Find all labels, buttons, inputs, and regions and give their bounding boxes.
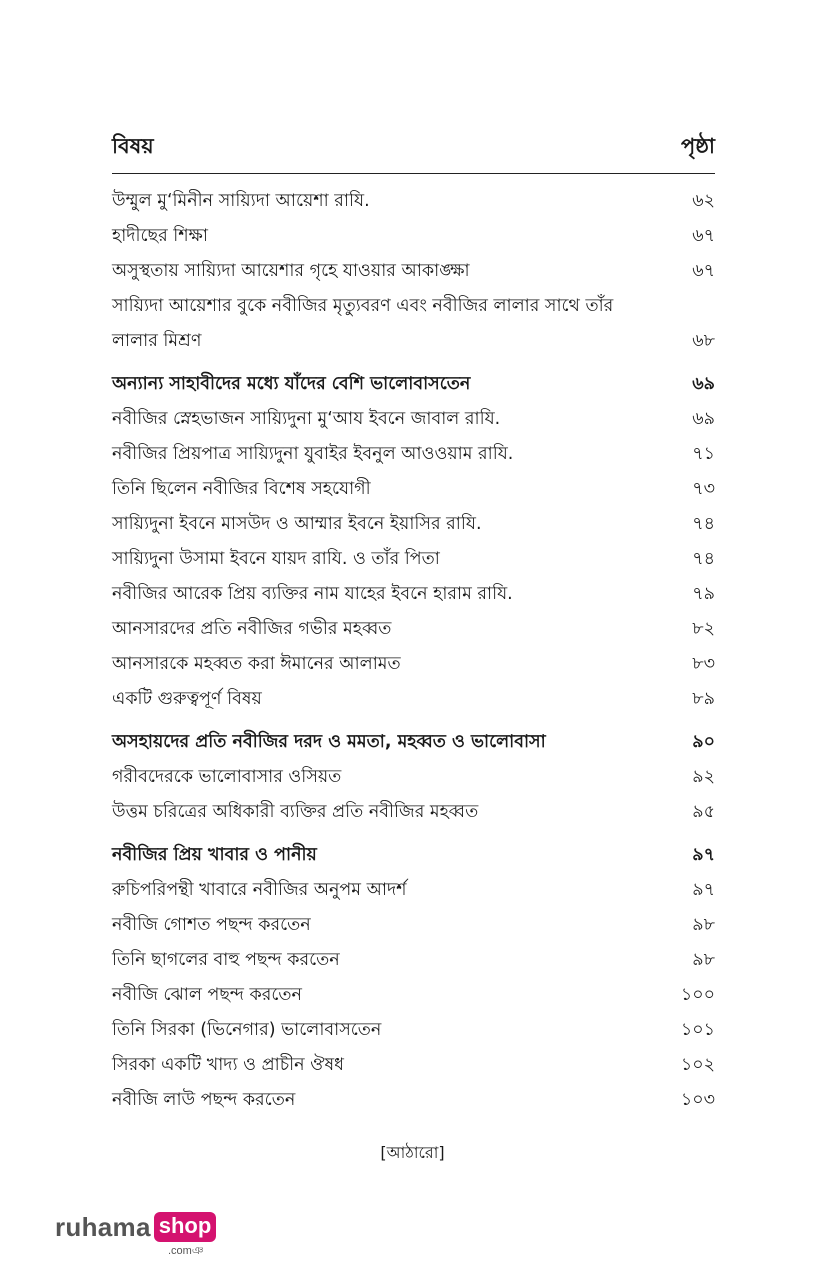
toc-entry-title: নবীজির স্নেহভাজন সায়্যিদুনা মু‘আয ইবনে জাবাল রাযি.	[112, 409, 501, 429]
toc-entry-title: নবীজি গোশত পছন্দ করতেন	[112, 915, 311, 935]
toc-entry-page: ৬৭	[692, 226, 715, 246]
toc-entry-title: অন্যান্য সাহাবীদের মধ্যে যাঁদের বেশি ভালোবাসতেন	[112, 374, 471, 394]
toc-entry-title: রুচিপরিপন্থী খাবারে নবীজির অনুপম আদর্শ	[112, 880, 407, 900]
toc-entry-page: ৯৮	[692, 950, 715, 970]
toc-page	[112, 130, 715, 1118]
toc-entry-title: তিনি ছিলেন নবীজির বিশেষ সহযোগী	[112, 479, 371, 499]
toc-row	[112, 795, 715, 830]
toc-row	[112, 507, 715, 542]
toc-entry-title: উত্তম চরিত্রের অধিকারী ব্যক্তির প্রতি নবীজির মহব্বত	[112, 802, 479, 822]
toc-entry-title: নবীজি ঝোল পছন্দ করতেন	[112, 985, 303, 1005]
toc-header	[112, 130, 715, 174]
toc-row	[112, 219, 715, 254]
toc-entry-page: ৯২	[692, 767, 715, 787]
page-number: [আঠারো]	[380, 1143, 445, 1162]
toc-list	[112, 184, 715, 1118]
logo-domain: .comঞ	[168, 1245, 204, 1257]
toc-entry-title: আনসারদের প্রতি নবীজির গভীর মহব্বত	[112, 619, 392, 639]
toc-entry-page: ৬২	[692, 191, 715, 211]
toc-entry-page: ৭৪	[692, 549, 715, 569]
toc-entry-title: সায়্যিদুনা ইবনে মাসউদ ও আম্মার ইবনে ইয়াসির রাযি.	[112, 514, 482, 534]
toc-entry-title: অসুস্থতায় সায়্যিদা আয়েশার গৃহে যাওয়ার আকাঙ্ক্ষা	[112, 261, 470, 281]
logo-name: ruhama	[55, 1212, 151, 1242]
toc-entry-title: নবীজি লাউ পছন্দ করতেন	[112, 1090, 296, 1110]
toc-entry-title: সায়্যিদা আয়েশার বুকে নবীজির মৃত্যুবরণ এবং নবীজির লালার সাথে তাঁর লালার মিশ্রণ	[112, 296, 614, 351]
toc-row	[112, 908, 715, 943]
toc-entry-page: ৯০	[692, 732, 715, 752]
toc-entry-title: নবীজির প্রিয় খাবার ও পানীয়	[112, 845, 317, 865]
toc-entry-page: ৮৩	[692, 654, 715, 674]
toc-row	[112, 1013, 715, 1048]
toc-entry-page: ৬৯	[692, 409, 715, 429]
ruhamashop-logo	[55, 1212, 216, 1257]
toc-entry-title: তিনি ছাগলের বাহু পছন্দ করতেন	[112, 950, 340, 970]
toc-row	[112, 978, 715, 1013]
toc-entry-title: সায়্যিদুনা উসামা ইবনে যায়দ রাযি. ও তাঁর পিতা	[112, 549, 440, 569]
logo-shop-box: shop	[154, 1212, 217, 1242]
toc-entry-page: ৮৯	[692, 689, 715, 709]
toc-section-row	[112, 838, 715, 873]
toc-entry-page: ৭১	[692, 444, 715, 464]
toc-row	[112, 289, 715, 359]
toc-row	[112, 437, 715, 472]
toc-entry-page: ৯৭	[692, 845, 715, 865]
toc-entry-page: ১০০	[680, 985, 715, 1005]
toc-entry-page: ৮২	[692, 619, 715, 639]
toc-section-row	[112, 367, 715, 402]
toc-row	[112, 943, 715, 978]
toc-row	[112, 873, 715, 908]
toc-entry-page: ৭৪	[692, 514, 715, 534]
toc-entry-title: সিরকা একটি খাদ্য ও প্রাচীন ঔষধ	[112, 1055, 344, 1075]
toc-entry-page: ৭৯	[692, 584, 715, 604]
toc-entry-title: হাদীছের শিক্ষা	[112, 226, 208, 246]
toc-row	[112, 542, 715, 577]
toc-entry-title: নবীজির প্রিয়পাত্র সায়্যিদুনা যুবাইর ইবনুল আওওয়াম রাযি.	[112, 444, 514, 464]
toc-row	[112, 1048, 715, 1083]
toc-entry-title: আনসারকে মহব্বত করা ঈমানের আলামত	[112, 654, 401, 674]
toc-entry-title: একটি গুরুত্বপূর্ণ বিষয়	[112, 689, 262, 709]
toc-entry-title: নবীজির আরেক প্রিয় ব্যক্তির নাম যাহের ইবনে হারাম রাযি.	[112, 584, 513, 604]
toc-row	[112, 760, 715, 795]
toc-row	[112, 647, 715, 682]
toc-entry-title: অসহায়দের প্রতি নবীজির দরদ ও মমতা, মহব্বত ও ভালোবাসা	[112, 732, 546, 752]
toc-row	[112, 402, 715, 437]
toc-entry-page: ৬৭	[692, 261, 715, 281]
toc-row	[112, 254, 715, 289]
toc-entry-page: ৯৭	[692, 880, 715, 900]
page-heading: পৃষ্ঠা	[680, 134, 715, 158]
toc-row	[112, 184, 715, 219]
toc-row	[112, 682, 715, 717]
toc-row	[112, 577, 715, 612]
toc-entry-title: গরীবদেরকে ভালোবাসার ওসিয়ত	[112, 767, 342, 787]
toc-entry-page: ৯৮	[692, 915, 715, 935]
toc-entry-page: ১০১	[680, 1020, 715, 1040]
toc-row	[112, 472, 715, 507]
toc-row	[112, 1083, 715, 1118]
toc-entry-title: তিনি সিরকা (ভিনেগার) ভালোবাসতেন	[112, 1020, 382, 1040]
toc-entry-page: ৯৫	[692, 802, 715, 822]
topic-heading: বিষয়	[112, 134, 154, 158]
toc-entry-page: ১০২	[680, 1055, 715, 1075]
toc-entry-title: উম্মুল মু‘মিনীন সায়্যিদা আয়েশা রাযি.	[112, 191, 370, 211]
toc-entry-page: ৬৯	[692, 374, 715, 394]
toc-entry-page: ৭৩	[692, 479, 715, 499]
toc-row	[112, 612, 715, 647]
toc-entry-page: ১০৩	[680, 1090, 715, 1110]
toc-entry-page: ৬৮	[692, 331, 715, 351]
toc-section-row	[112, 725, 715, 760]
